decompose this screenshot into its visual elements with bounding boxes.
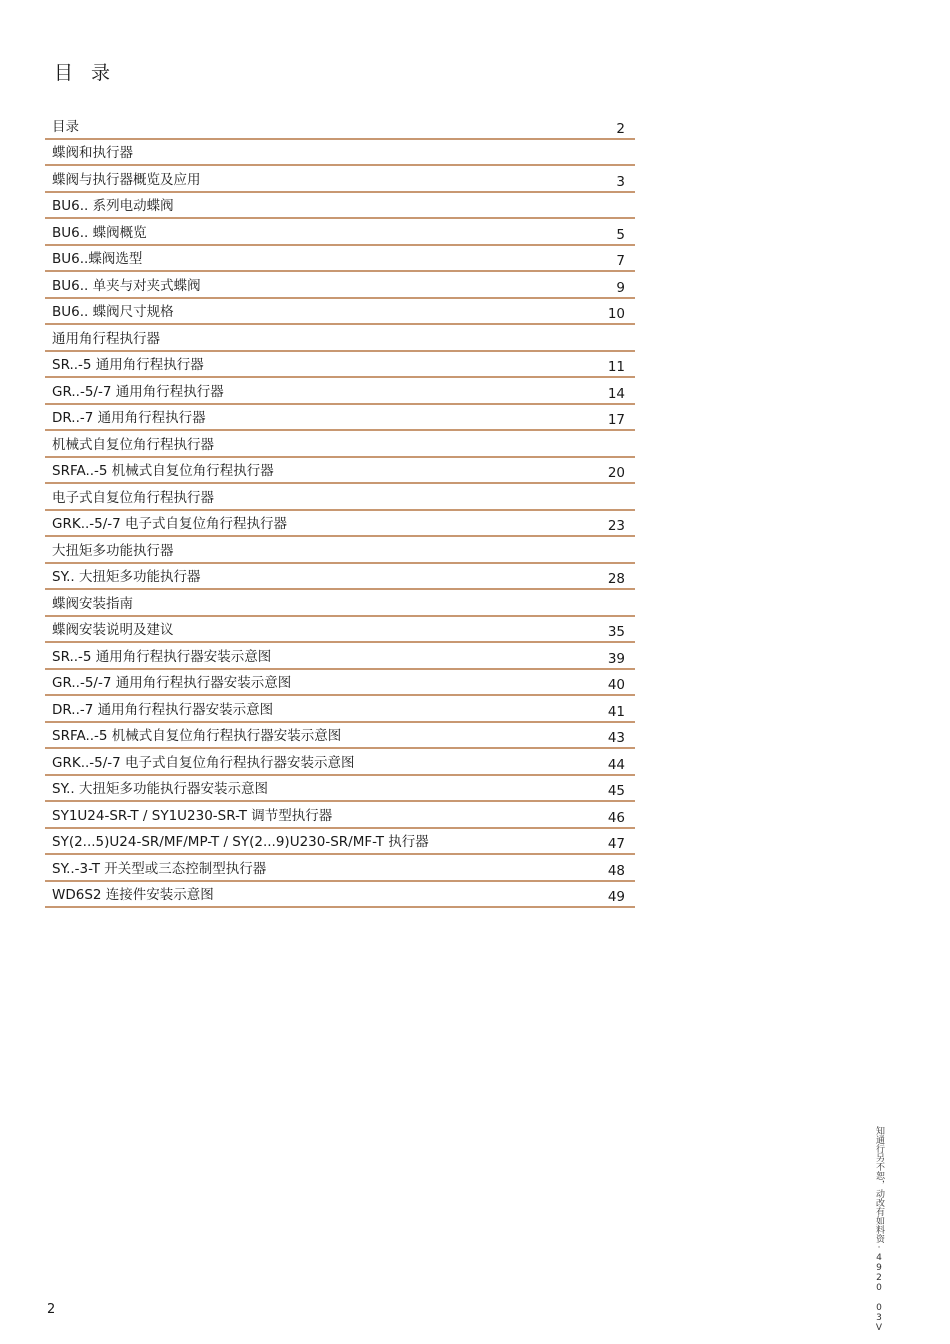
toc-entry-page: 11 — [607, 359, 625, 375]
table-of-contents — [45, 113, 635, 908]
toc-entry-page: 43 — [607, 730, 625, 746]
toc-entry-label: BU6.. 蝶阀尺寸规格 — [52, 304, 174, 320]
side-note: 知通行另不恕，动改有如料资·4920 03V — [874, 1126, 884, 1333]
toc-row[interactable] — [45, 140, 635, 167]
toc-row[interactable] — [45, 723, 635, 750]
toc-row[interactable] — [45, 855, 635, 882]
toc-entry-page: 10 — [607, 306, 625, 322]
toc-entry-label: BU6.. 系列电动蝶阀 — [52, 198, 174, 214]
toc-entry-label: 蝶阀与执行器概览及应用 — [52, 171, 201, 188]
toc-row[interactable] — [45, 776, 635, 803]
toc-entry-page: 3 — [616, 173, 625, 190]
toc-entry-page: 5 — [616, 226, 625, 243]
toc-entry-label: GR..-5/-7 通用角行程执行器安装示意图 — [52, 675, 292, 691]
toc-row[interactable] — [45, 749, 635, 776]
toc-entry-label: SY.. 大扭矩多功能执行器安装示意图 — [52, 781, 268, 797]
toc-row[interactable] — [45, 272, 635, 299]
toc-entry-page: 44 — [607, 756, 625, 773]
toc-row[interactable] — [45, 511, 635, 538]
toc-row[interactable] — [45, 299, 635, 326]
toc-entry-page: 48 — [607, 862, 625, 879]
toc-row[interactable] — [45, 405, 635, 432]
toc-row[interactable] — [45, 378, 635, 405]
toc-entry-label: SR..-5 通用角行程执行器 — [52, 357, 204, 373]
toc-entry-page: 9 — [616, 279, 625, 296]
toc-entry-page: 20 — [607, 465, 625, 481]
toc-entry-label: BU6.. 蝶阀概览 — [52, 224, 147, 241]
toc-entry-label: GR..-5/-7 通用角行程执行器 — [52, 383, 224, 400]
toc-entry-page: 14 — [607, 385, 625, 402]
toc-entry-label: 蝶阀安装指南 — [52, 595, 133, 612]
toc-row[interactable] — [45, 246, 635, 273]
page-title: 目 录 — [54, 62, 117, 84]
toc-row[interactable] — [45, 193, 635, 220]
toc-entry-label: 目录 — [52, 118, 79, 135]
toc-row[interactable] — [45, 113, 635, 140]
toc-entry-page: 47 — [607, 836, 625, 852]
toc-row[interactable] — [45, 802, 635, 829]
toc-entry-page: 2 — [616, 120, 625, 137]
toc-entry-label: SRFA..-5 机械式自复位角行程执行器安装示意图 — [52, 728, 342, 744]
toc-entry-label: 蝶阀安装说明及建议 — [52, 622, 174, 638]
toc-entry-page: 7 — [616, 253, 625, 269]
toc-row[interactable] — [45, 458, 635, 485]
toc-entry-label: BU6..蝶阀选型 — [52, 251, 143, 267]
toc-entry-label: SY(2...5)U24-SR/MF/MP-T / SY(2...9)U230-SR/MF-T 执行器 — [52, 834, 429, 850]
toc-row[interactable] — [45, 431, 635, 458]
toc-entry-label: 电子式自复位角行程执行器 — [52, 489, 214, 506]
toc-row[interactable] — [45, 219, 635, 246]
toc-row[interactable] — [45, 325, 635, 352]
page-number: 2 — [47, 1302, 56, 1317]
toc-entry-page: 23 — [607, 518, 625, 534]
toc-row[interactable] — [45, 590, 635, 617]
toc-entry-label: SRFA..-5 机械式自复位角行程执行器 — [52, 463, 274, 479]
toc-entry-label: WD6S2 连接件安装示意图 — [52, 887, 214, 903]
toc-row[interactable] — [45, 617, 635, 644]
toc-entry-label: 蝶阀和执行器 — [52, 145, 133, 161]
toc-row[interactable] — [45, 352, 635, 379]
toc-entry-page: 35 — [607, 624, 625, 640]
toc-entry-label: 大扭矩多功能执行器 — [52, 542, 174, 559]
toc-entry-label: SY.. 大扭矩多功能执行器 — [52, 569, 201, 585]
toc-entry-page: 39 — [607, 650, 625, 667]
toc-row[interactable] — [45, 564, 635, 591]
toc-row[interactable] — [45, 696, 635, 723]
toc-entry-label: GRK..-5/-7 电子式自复位角行程执行器安装示意图 — [52, 754, 355, 771]
toc-entry-page: 45 — [607, 783, 625, 799]
toc-entry-label: DR..-7 通用角行程执行器 — [52, 410, 206, 426]
toc-entry-label: 通用角行程执行器 — [52, 330, 160, 347]
toc-row[interactable] — [45, 829, 635, 856]
toc-entry-label: SR..-5 通用角行程执行器安装示意图 — [52, 648, 272, 665]
toc-row[interactable] — [45, 882, 635, 909]
toc-row[interactable] — [45, 484, 635, 511]
toc-entry-page: 46 — [607, 809, 625, 826]
toc-entry-label: DR..-7 通用角行程执行器安装示意图 — [52, 701, 274, 718]
toc-entry-label: BU6.. 单夹与对夹式蝶阀 — [52, 277, 201, 294]
toc-entry-page: 17 — [607, 412, 625, 428]
toc-entry-label: GRK..-5/-7 电子式自复位角行程执行器 — [52, 516, 288, 532]
toc-entry-label: SY..-3-T 开关型或三态控制型执行器 — [52, 860, 267, 877]
toc-entry-page: 49 — [607, 889, 625, 905]
toc-row[interactable] — [45, 537, 635, 564]
toc-entry-page: 40 — [607, 677, 625, 693]
toc-entry-page: 41 — [607, 703, 625, 720]
toc-entry-label: 机械式自复位角行程执行器 — [52, 436, 214, 453]
toc-row[interactable] — [45, 643, 635, 670]
toc-entry-page: 28 — [607, 571, 625, 587]
toc-row[interactable] — [45, 670, 635, 697]
toc-row[interactable] — [45, 166, 635, 193]
toc-entry-label: SY1U24-SR-T / SY1U230-SR-T 调节型执行器 — [52, 807, 333, 824]
